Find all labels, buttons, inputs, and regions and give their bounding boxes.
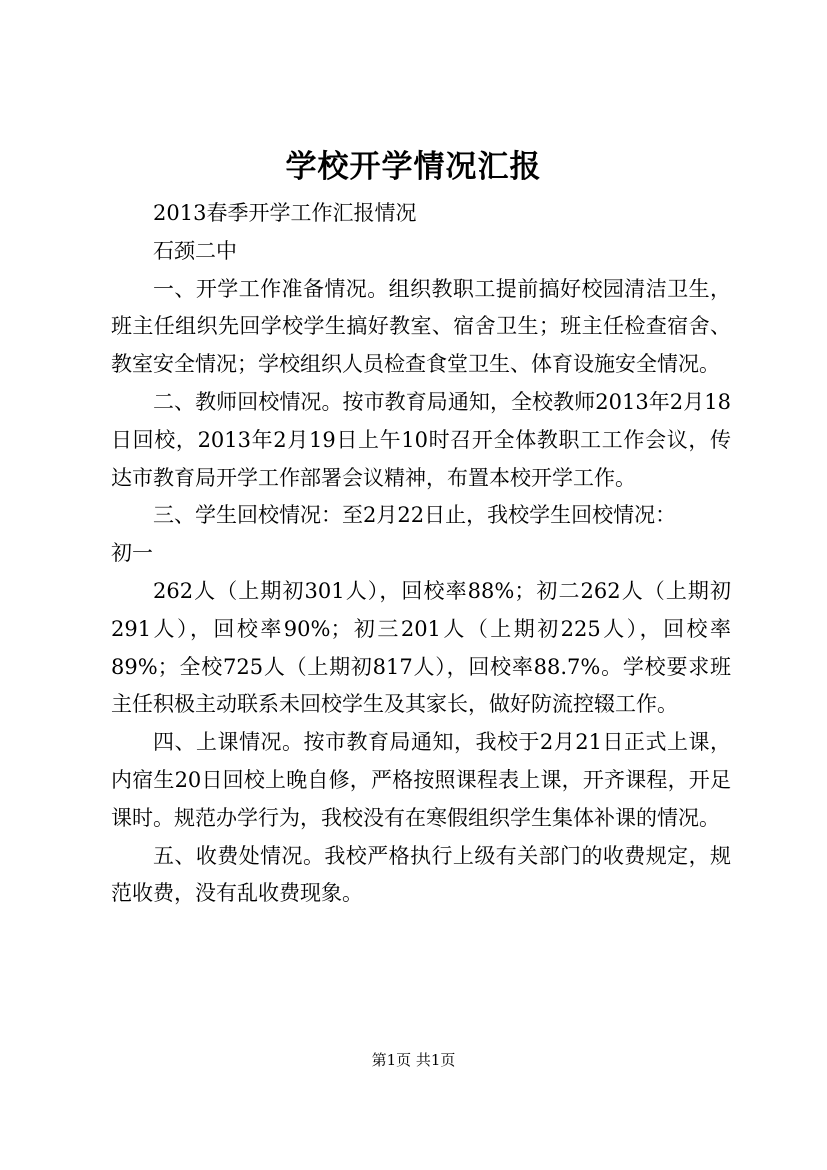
paragraph-subtitle: 2013春季开学工作汇报情况 bbox=[153, 201, 417, 225]
paragraph-return-rates: 262人（上期初301人），回校率88%；初二262人（上期初291人），回校率90%；初三201人（上期初225人），回校率89%；全校725人（上期初817人），回校率88.7%。学校要求班主任积极主动联系未回校学生及其家长，做好防流控辍工作。 bbox=[111, 578, 731, 717]
paragraph-school-name: 石颈二中 bbox=[153, 238, 237, 263]
paragraph-preparation: 一、开学工作准备情况。组织教职工提前搞好校园清洁卫生，班主任组织先回学校学生搞好教室、宿舍卫生；班主任检查宿舍、教室安全情况；学校组织人员检查食堂卫生、体育设施安全情况。 bbox=[111, 276, 731, 377]
document-title: 学校开学情况汇报 bbox=[285, 149, 542, 185]
paragraph-grade-one-label: 初一 bbox=[111, 541, 153, 566]
paragraph-students-return: 三、学生回校情况：至2月22日止，我校学生回校情况： bbox=[153, 503, 677, 528]
page-number-footer: 第1页 共1页 bbox=[371, 1051, 456, 1069]
paragraph-classes: 四、上课情况。按市教育局通知，我校于2月21日正式上课，内宿生20日回校上晚自修，严格按照课程表上课，开齐课程，开足课时。规范办学行为，我校没有在寒假组织学生集体补课的情况。 bbox=[111, 730, 731, 830]
paragraph-fees: 五、收费处情况。我校严格执行上级有关部门的收费规定，规范收费，没有乱收费现象。 bbox=[111, 843, 731, 906]
document-body bbox=[111, 195, 731, 913]
paragraph-teachers-return: 二、教师回校情况。按市教育局通知，全校教师2013年2月18日回校，2013年2月19日上午10时召开全体教职工工作会议，传达市教育局开学工作部署会议精神，布置本校开学工作。 bbox=[111, 389, 731, 490]
